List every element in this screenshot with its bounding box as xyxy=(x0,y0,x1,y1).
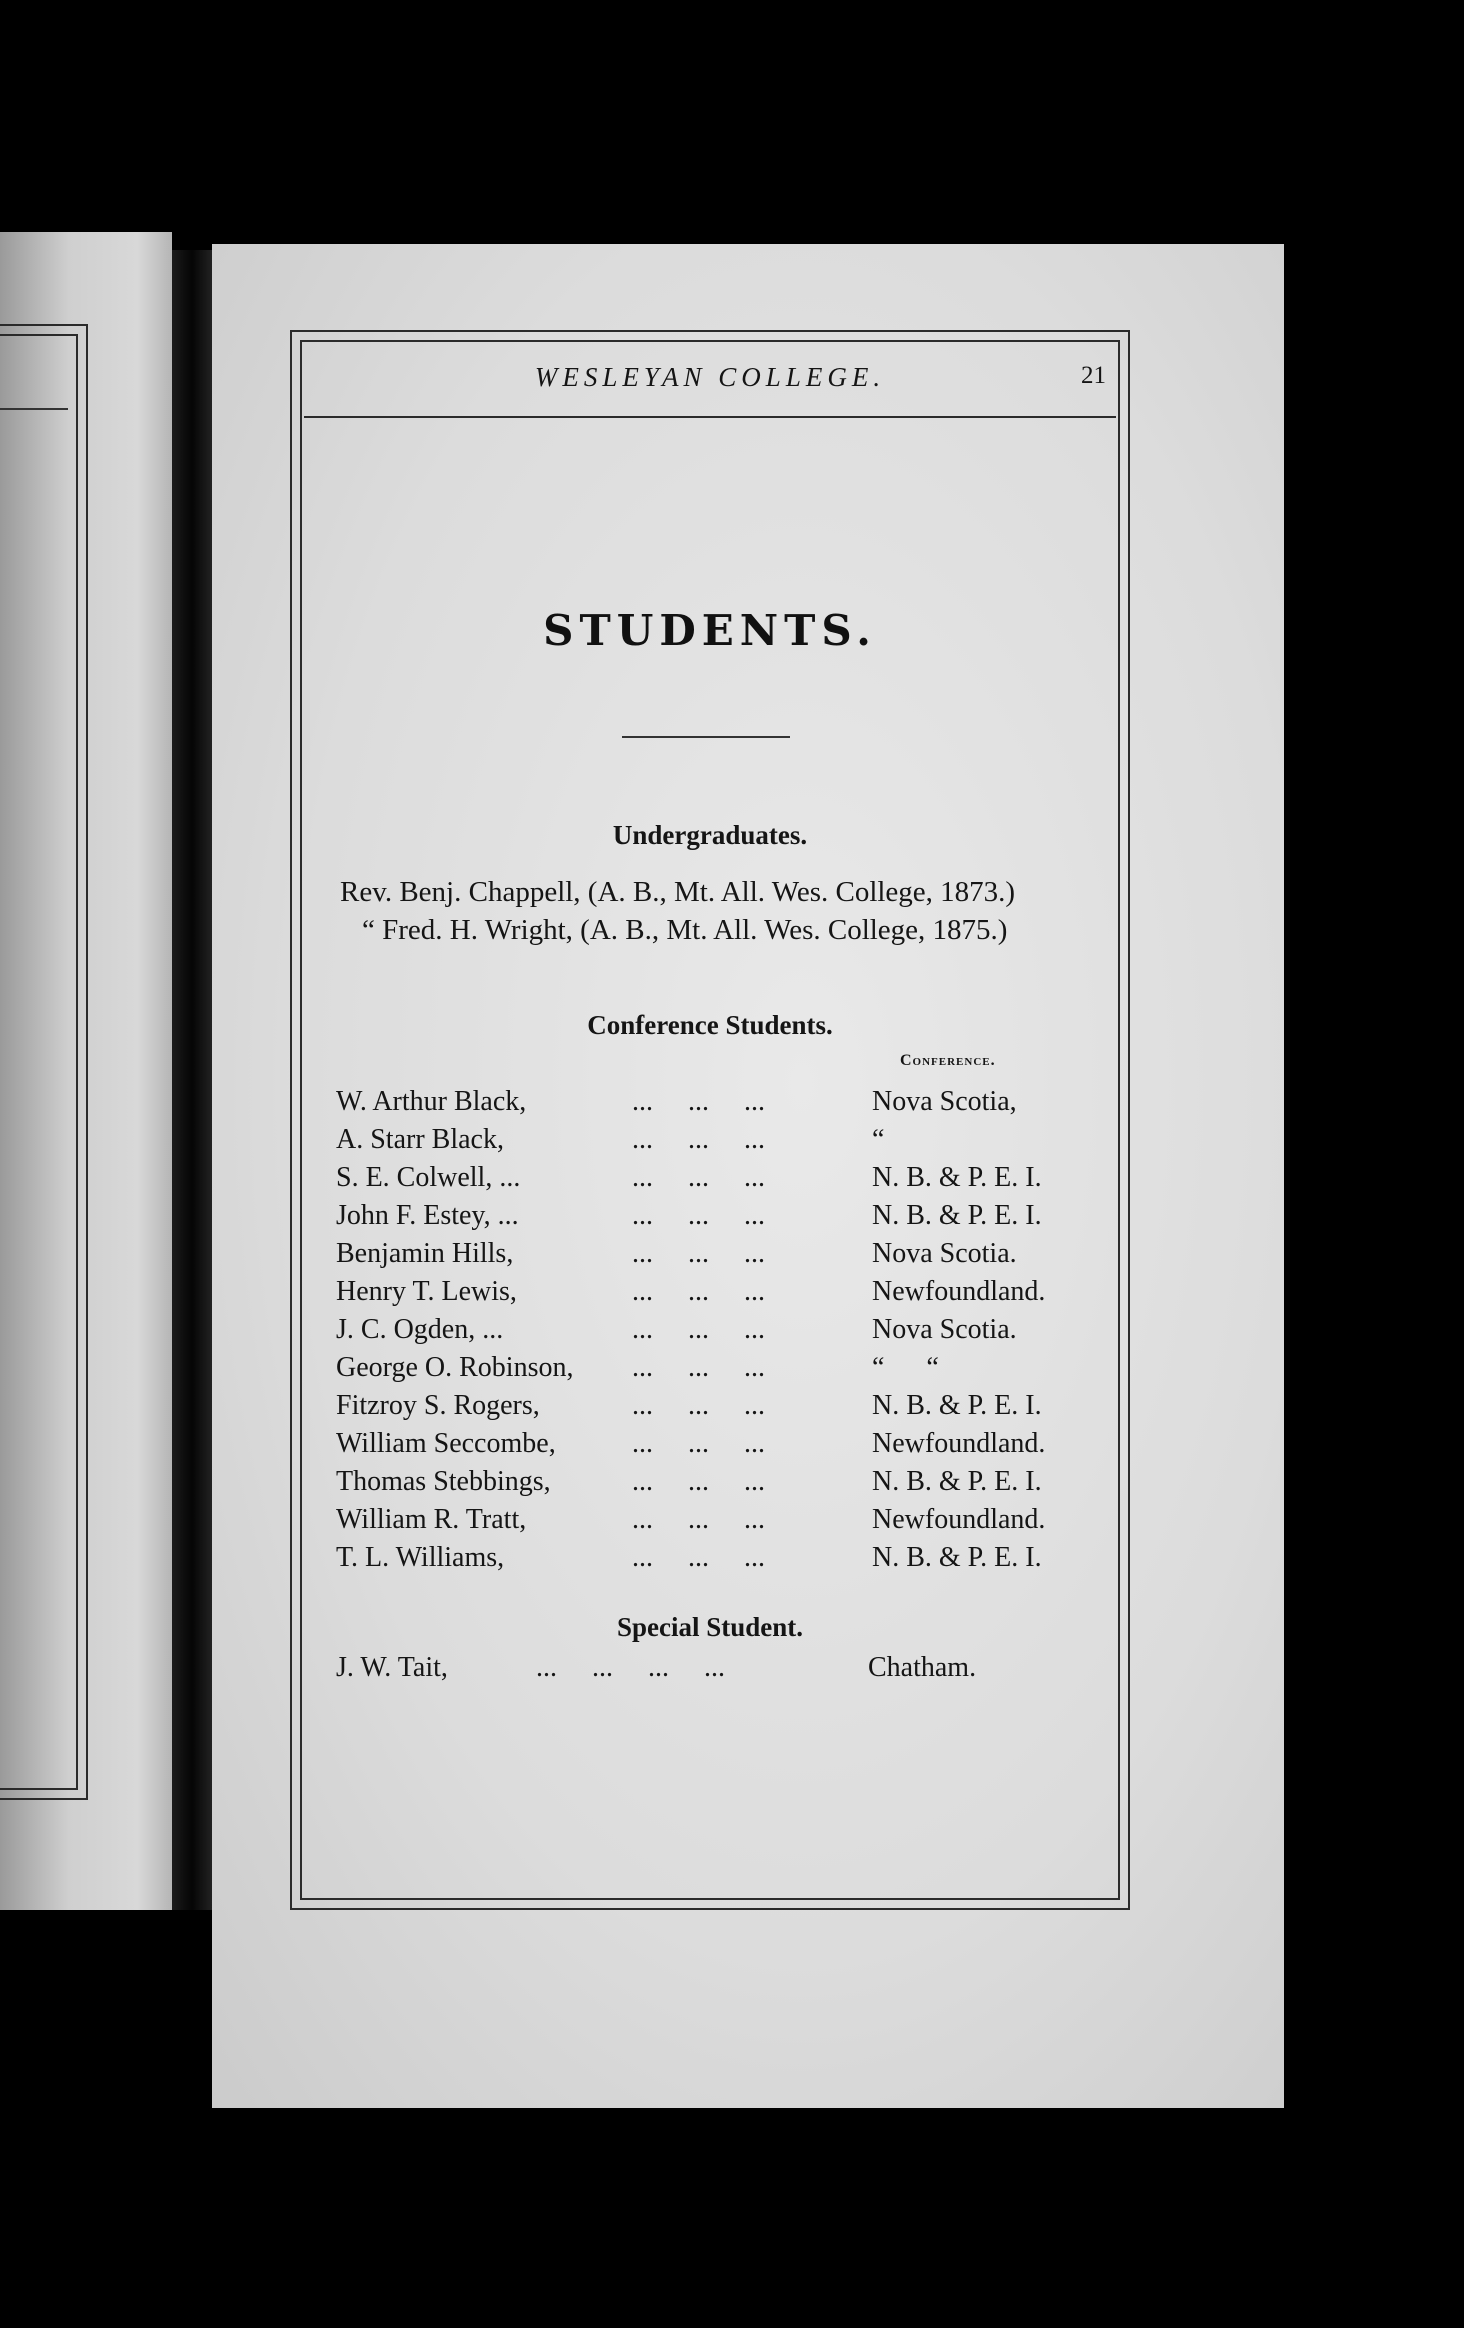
leader-dots: ... ... ... ... xyxy=(536,1652,725,1683)
leader-dots: ... ... ... xyxy=(632,1390,765,1421)
page-title: STUDENTS. xyxy=(543,606,877,655)
conference-student-row xyxy=(336,1200,1096,1236)
conference-student-row xyxy=(336,1390,1096,1426)
conference-student-row xyxy=(336,1162,1096,1198)
header-rule xyxy=(304,416,1116,418)
conference-student-row xyxy=(336,1352,1096,1388)
conference-student-row xyxy=(336,1314,1096,1350)
conference-student-row xyxy=(336,1542,1096,1578)
student-conference: Newfoundland. xyxy=(872,1428,1046,1459)
student-name: William Seccombe, xyxy=(336,1428,556,1459)
student-name: W. Arthur Black, xyxy=(336,1086,527,1117)
leader-dots: ... ... ... xyxy=(632,1466,765,1497)
student-name: J. W. Tait, xyxy=(336,1652,448,1683)
leader-dots: ... ... ... xyxy=(632,1162,765,1193)
conference-student-row xyxy=(336,1428,1096,1464)
undergraduate-line: “ Fred. H. Wright, (A. B., Mt. All. Wes. College, 1875.) xyxy=(362,914,1008,946)
student-name: T. L. Williams, xyxy=(336,1542,505,1573)
student-name: William R. Tratt, xyxy=(336,1504,527,1535)
student-name: George O. Robinson, xyxy=(336,1352,574,1383)
conference-student-row xyxy=(336,1504,1096,1540)
conference-student-row xyxy=(336,1276,1096,1312)
leader-dots: ... ... ... xyxy=(632,1086,765,1117)
student-conference: Nova Scotia, xyxy=(872,1086,1017,1117)
left-page-rule xyxy=(0,408,68,410)
leader-dots: ... ... ... xyxy=(632,1504,765,1535)
student-name: Benjamin Hills, xyxy=(336,1238,514,1269)
conference-student-row xyxy=(336,1086,1096,1122)
student-conference: Chatham. xyxy=(868,1652,977,1683)
student-name: A. Starr Black, xyxy=(336,1124,504,1155)
student-name: Thomas Stebbings, xyxy=(336,1466,551,1497)
student-conference: “ xyxy=(872,1124,885,1155)
undergraduates-heading: Undergraduates. xyxy=(612,820,808,850)
student-name: J. C. Ogden, ... xyxy=(336,1314,504,1345)
special-student-heading: Special Student. xyxy=(616,1612,804,1642)
student-conference: N. B. & P. E. I. xyxy=(872,1200,1042,1231)
conference-column-heading: Conference. xyxy=(900,1052,996,1069)
student-conference: N. B. & P. E. I. xyxy=(872,1466,1042,1497)
leader-dots: ... ... ... xyxy=(632,1276,765,1307)
left-page xyxy=(0,232,172,1910)
conference-student-row xyxy=(336,1124,1096,1160)
student-conference: N. B. & P. E. I. xyxy=(872,1542,1042,1573)
leader-dots: ... ... ... xyxy=(632,1428,765,1459)
leader-dots: ... ... ... xyxy=(632,1238,765,1269)
conference-student-row xyxy=(336,1238,1096,1274)
title-rule xyxy=(622,736,790,738)
special-student-row xyxy=(336,1652,1096,1688)
student-conference: Nova Scotia. xyxy=(872,1238,1017,1269)
student-conference: “ “ xyxy=(872,1352,939,1383)
page-number: 21 xyxy=(1081,362,1106,389)
leader-dots: ... ... ... xyxy=(632,1542,765,1573)
student-name: Henry T. Lewis, xyxy=(336,1276,517,1307)
leader-dots: ... ... ... xyxy=(632,1314,765,1345)
student-conference: Newfoundland. xyxy=(872,1276,1046,1307)
leader-dots: ... ... ... xyxy=(632,1352,765,1383)
running-title: WESLEYAN COLLEGE. xyxy=(534,362,886,392)
conference-students-heading: Conference Students. xyxy=(587,1010,833,1040)
student-name: John F. Estey, ... xyxy=(336,1200,519,1231)
book-gutter xyxy=(172,250,212,1910)
undergraduate-line: Rev. Benj. Chappell, (A. B., Mt. All. Wes. College, 1873.) xyxy=(340,876,1016,908)
student-conference: Newfoundland. xyxy=(872,1504,1046,1535)
student-name: Fitzroy S. Rogers, xyxy=(336,1390,540,1421)
conference-student-row xyxy=(336,1466,1096,1502)
running-head xyxy=(300,362,1120,402)
leader-dots: ... ... ... xyxy=(632,1200,765,1231)
left-page-frame-inner xyxy=(0,334,78,1790)
student-conference: N. B. & P. E. I. xyxy=(872,1162,1042,1193)
student-name: S. E. Colwell, ... xyxy=(336,1162,521,1193)
student-conference: N. B. & P. E. I. xyxy=(872,1390,1042,1421)
leader-dots: ... ... ... xyxy=(632,1124,765,1155)
student-conference: Nova Scotia. xyxy=(872,1314,1017,1345)
